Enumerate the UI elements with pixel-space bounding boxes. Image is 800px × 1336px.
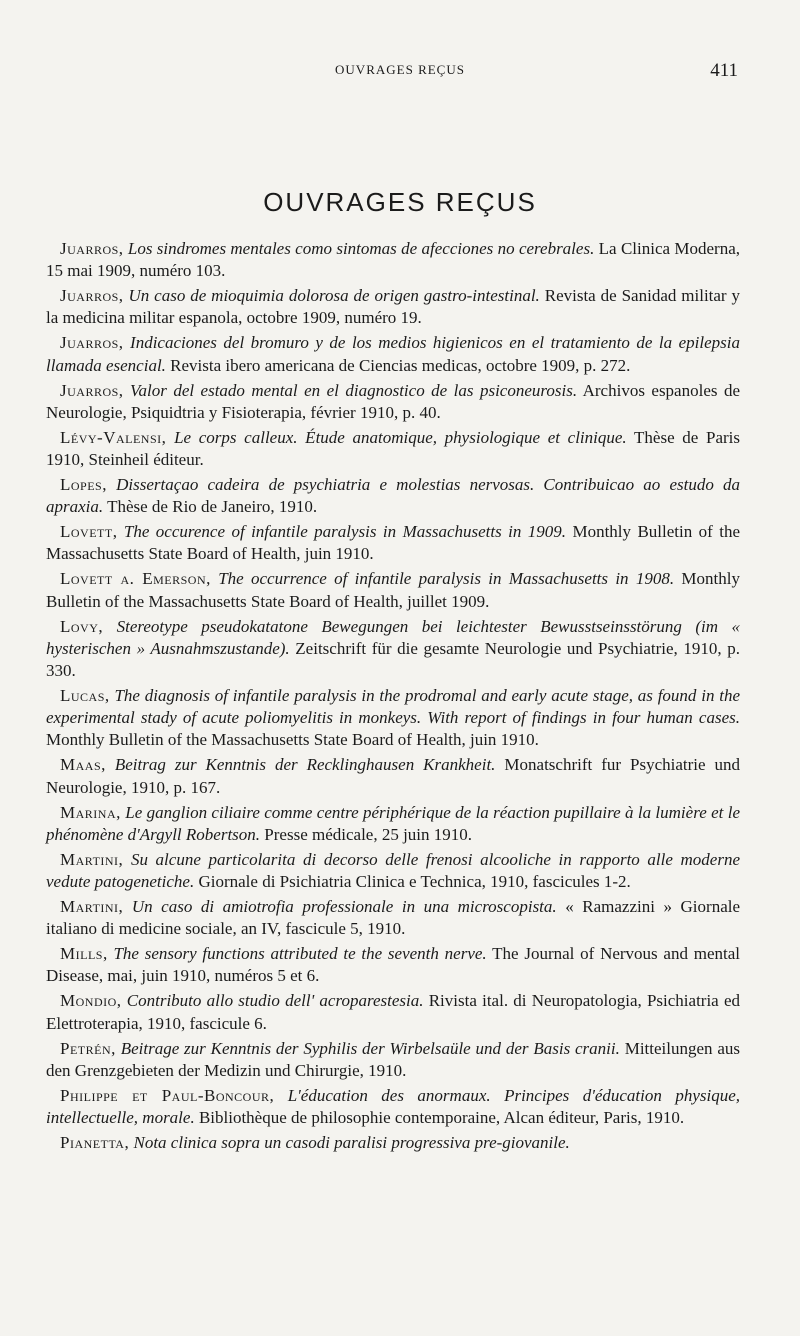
bibliography-entry [46,332,740,376]
bibliography-entry [46,521,740,565]
bibliography-entry [46,990,740,1034]
entry-work-title: Dissertaçao cadeira de psychiatria e molestias nervosas. Contribuicao ao estudo da apraxia. [46,475,740,517]
entry-work-title: Un caso de mioquimia dolorosa de origen gastro-intestinal. [128,286,540,306]
entry-details: Mitteilungen aus den Grenzgebieten der Medizin und Chirurgie, 1910. [46,1038,741,1080]
entry-work-title: L'éducation des anormaux. Principes d'éducation physique, intellectuelle, morale. [46,1085,741,1128]
entry-work-title: Le ganglion ciliaire comme centre périphérique de la réaction pupillaire à la lumière et le phénomène d'Argyll Robertson. [46,802,741,844]
entry-work-title: Su alcune particolarita di decorso delle frenosi alcooliche in rapporto alle moderne vedute patogenetiche. [46,849,741,892]
bibliography-entry [46,380,740,424]
bibliography-entry [46,685,740,752]
bibliography-entry [46,896,740,940]
entry-details: Monthly Bulletin of the Massachusetts State Board of Health, juillet 1909. [46,569,740,611]
bibliography-entry [46,285,740,329]
entry-author: Lovy, [60,616,104,636]
entry-author: Martini, [60,849,124,869]
entry-details: Bibliothèque de philosophie contemporaine, Alcan éditeur, Paris, 1910. [198,1108,685,1128]
bibliography-entry [46,238,740,282]
entry-author: Lopes, [60,475,107,495]
bibliography-entry [46,754,740,798]
entry-author: Lucas, [60,686,110,706]
entry-work-title: The occurrence of infantile paralysis in Massachusetts in 1908. [218,569,675,589]
bibliography-entry [46,568,740,612]
entry-work-title: The diagnosis of infantile paralysis in the prodromal and early acute stage, as found in the experimental stady of acute poliomyelitis in monkeys. With report of findings in four human cases. [46,686,741,728]
entry-author: Juarros, [60,333,124,353]
entry-work-title: Valor del estado mental en el diagnostico de las psiconeurosis. [130,380,578,400]
entry-details: La Clinica Moderna, 15 mai 1909, numéro 103. [46,239,741,281]
entry-author: Philippe et Paul-Boncour, [60,1085,275,1105]
entry-work-title: Beitrag zur Kenntnis der Recklinghausen Krankheit. [114,755,496,775]
entry-details: Revista de Sanidad militar y la medicina militar espanola, octobre 1909, numéro 19. [46,286,741,328]
entry-details: The Journal of Nervous and mental Disease, mai, juin 1910, numéros 5 et 6. [46,944,741,986]
bibliography-entry [46,943,740,987]
bibliography-entry [46,616,740,683]
entry-work-title: The sensory functions attributed te the seventh nerve. [113,944,487,964]
entry-details: Presse médicale, 25 juin 1910. [264,824,473,844]
entry-author: Juarros, [60,286,124,306]
entry-work-title: The occurence of infantile paralysis in Massachusetts in 1909. [123,522,567,542]
entry-work-title: Beitrage zur Kenntnis der Syphilis der Wirbelsaüle und der Basis cranii. [120,1038,620,1058]
entry-author: Lovett, [60,522,118,542]
entry-details: Zeitschrift für die gesamte Neurologie und Psychiatrie, 1910, p. 330. [46,638,740,681]
entry-work-title: Los sindromes mentales como sintomas de afecciones no cerebrales. [127,239,595,258]
entry-author: Martini, [60,897,124,917]
bibliography-entry [46,1132,740,1154]
page-number: 411 [710,60,738,81]
entry-author: Pianetta, [60,1133,130,1153]
entry-author: Lévy-Valensi, [60,427,167,447]
bibliography-entry [46,1038,740,1082]
entry-details: Monatschrift fur Psychiatrie und Neurologie, 1910, p. 167. [46,755,741,797]
bibliography-entry [46,849,740,893]
entry-work-title: Un caso di amiotrofia professionale in una microscopista. [131,897,557,917]
entry-author: Maas, [60,755,106,775]
bibliography-entry [46,1085,740,1129]
entry-details: Rivista ital. di Neuropatologia, Psichiatria ed Elettroterapia, 1910, fascicule 6. [46,991,740,1033]
page-title: OUVRAGES REÇUS [263,187,537,218]
bibliography-entry [46,427,740,471]
running-head: OUVRAGES REÇUS [335,62,465,77]
entry-author: Juarros, [60,380,124,400]
entry-work-title: Stereotype pseudokatatone Bewegungen bei leichtester Bewusstseinsstörung (im « hysterischen » Ausnahmszustande). [46,616,741,658]
entry-author: Mills, [60,944,108,964]
entry-author: Juarros, [60,239,124,258]
entry-author: Lovett a. Emerson, [60,569,211,589]
entry-details: Archivos espanoles de Neurologie, Psiquidtria y Fisioterapia, février 1910, p. 40. [46,380,740,422]
entry-details: Monthly Bulletin of the Massachusetts State Board of Health, juin 1910. [46,522,740,564]
entry-details: Thèse de Rio de Janeiro, 1910. [107,497,318,517]
bibliography-entry [46,474,740,518]
entry-author: Marina, [60,802,121,822]
entry-work-title: Le corps calleux. Étude anatomique, physiologique et clinique. [174,427,627,447]
bibliography-entry [46,802,740,846]
entry-author: Petrén, [60,1038,116,1058]
bibliography-list [46,238,740,1157]
entry-work-title: Contributo allo studio dell' acroparestesia. [126,991,424,1011]
entry-details: « Ramazzini » Giornale italiano di medicine sociale, an IV, fascicule 5, 1910. [46,897,741,939]
entry-work-title: Nota clinica sopra un casodi paralisi progressiva pre-giovanile. [133,1133,570,1153]
entry-details: Giornale di Psichiatria Clinica e Technica, 1910, fascicules 1-2. [198,872,631,892]
entry-details: Revista ibero americana de Ciencias medicas, octobre 1909, p. 272. [170,355,631,375]
page-header [0,60,800,84]
entry-author: Mondio, [60,991,122,1011]
entry-work-title: Indicaciones del bromuro y de los medios higienicos en el tratamiento de la epilepsia llamada esencial. [46,333,741,375]
entry-details: Thèse de Paris 1910, Steinheil éditeur. [46,427,740,470]
entry-details: Monthly Bulletin of the Massachusetts State Board of Health, juin 1910. [46,730,539,750]
